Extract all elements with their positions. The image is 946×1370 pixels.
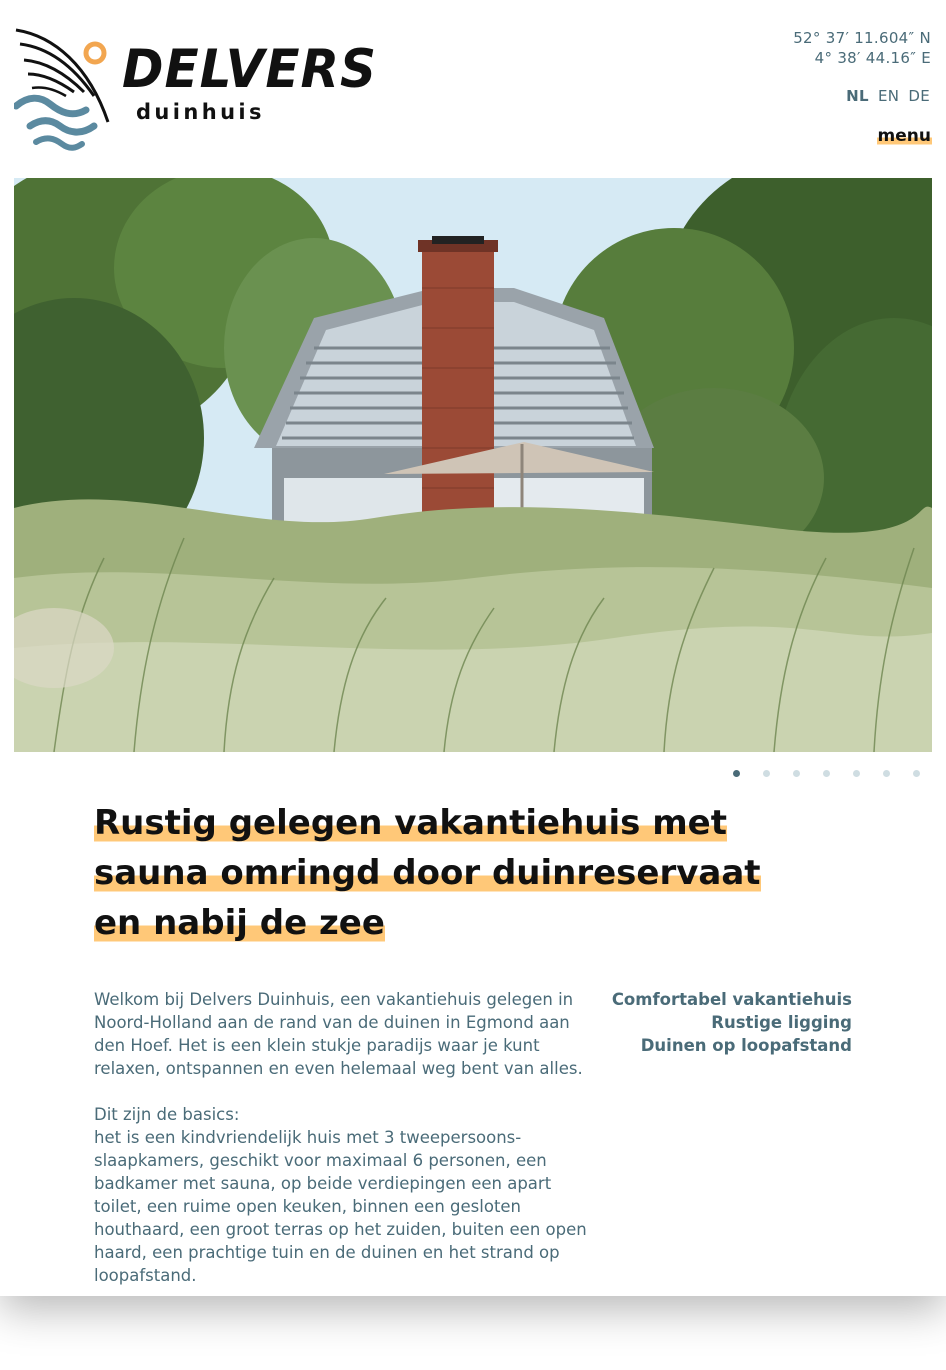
slider-dot-3[interactable] [793,770,800,777]
dune-grass-logo-icon [14,26,124,152]
slider-dot-6[interactable] [883,770,890,777]
feature-item: Comfortabel vakantiehuis [611,990,852,1009]
feature-item: Duinen op loopafstand [640,1036,852,1055]
feature-item: Rustige ligging [711,1013,852,1032]
slider-dot-4[interactable] [823,770,830,777]
page-title [94,798,814,948]
lang-nl[interactable]: NL [846,87,869,105]
intro-text [94,988,590,1287]
page-title-text: Rustig gelegen vakantiehuis met sauna omringd door duinreservaat en nabij de zee [94,803,761,943]
intro-paragraph: Welkom bij Delvers Duinhuis, een vakantiehuis gelegen in Noord-Holland aan de rand van de duinen in Egmond aan den Hoef. Het is een klein stukje paradijs waar je kunt relaxen, ontspannen en even helemaal weg bent van alles. [94,990,583,1078]
basics-paragraph [94,1103,590,1287]
hero-image [14,178,932,752]
basics-text: het is een kindvriendelijk huis met 3 tweepersoons-slaapkamers, geschikt voor maximaal 6 personen, een badkamer met sauna, op beide verdiepingen een apart toilet, een ruime open keuken, binnen een gesloten houthaard, een groot terras op het zuiden, buiten een open haard, een prachtige tuin en de duinen en het strand op loopafstand. [94,1128,587,1285]
slider-dot-5[interactable] [853,770,860,777]
latitude: 52° 37′ 11.604″ N [793,29,931,47]
slider-dot-2[interactable] [763,770,770,777]
site-logo[interactable] [14,26,377,152]
gps-coordinates [793,28,931,68]
menu-button[interactable]: menu [877,126,931,146]
brand-name: DELVERS [122,38,377,100]
slider-pagination [0,770,946,782]
language-switcher [842,87,930,105]
slider-dot-1[interactable] [733,770,740,777]
basics-label: Dit zijn de basics: [94,1105,240,1124]
lang-de[interactable]: DE [908,87,930,105]
lang-en[interactable]: EN [877,87,900,105]
longitude: 4° 38′ 44.16″ E [814,49,931,67]
slider-dot-7[interactable] [913,770,920,777]
vacation-house-photo [14,178,932,752]
brand-tagline: duinhuis [136,100,265,124]
feature-list [552,988,852,1057]
